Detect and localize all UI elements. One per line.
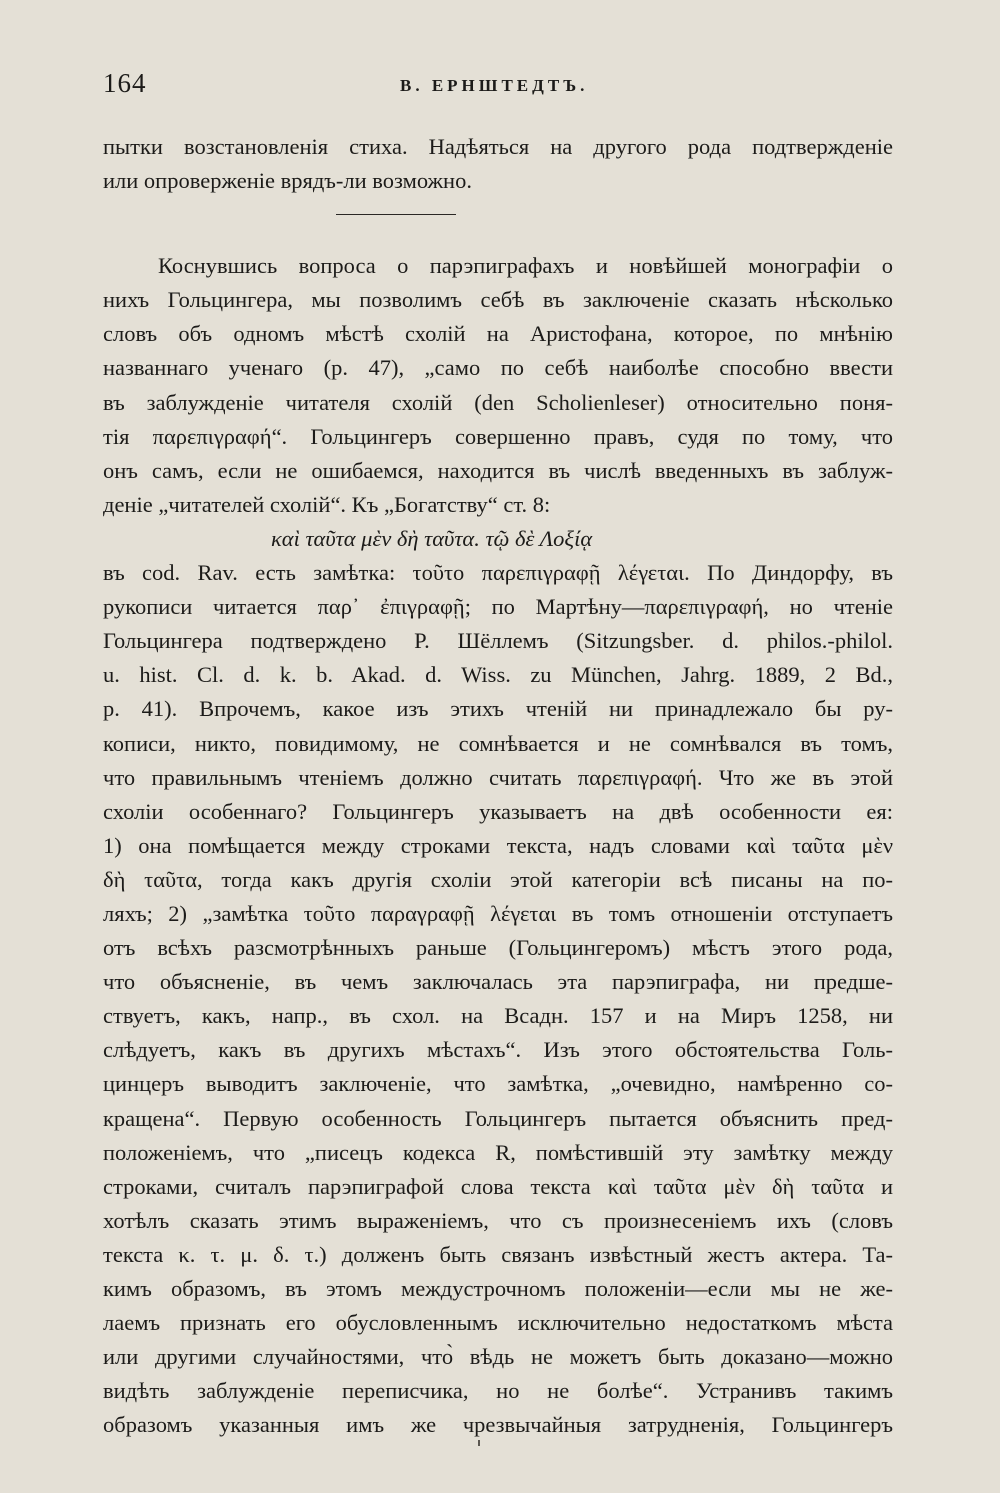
text-line: δὴ ταῦτα, тогда какъ другія схоліи этой категоріи всѣ писаны на по-: [103, 866, 893, 892]
text-line: или опроверженіе врядъ-ли возможно.: [103, 168, 472, 194]
text-line: схоліи особеннаго? Гольцингеръ указываетъ на двѣ особенности ея:: [103, 798, 893, 824]
text-line: словъ объ одномъ мѣстѣ схолій на Аристофана, которое, по мнѣнію: [103, 321, 893, 347]
text-line: въ cod. Rav. есть замѣтка: τοῦτο παρεπιγραφῇ λέγεται. По Диндорфу, въ: [103, 560, 893, 586]
text-line: деніе „читателей схолій“. Къ „Богатству“ ст. 8:: [103, 491, 551, 517]
text-line: кимъ образомъ, въ этомъ междустрочномъ положеніи—если мы не же-: [103, 1276, 893, 1301]
page-header: [103, 68, 893, 108]
paragraph-first-line: Коснувшись вопроса о парэпиграфахъ и новѣйшей монографіи о: [158, 253, 893, 279]
text-line: слѣдуетъ, какъ въ другихъ мѣстахъ“. Изъ этого обстоятельства Голь-: [103, 1037, 893, 1063]
running-head: В. ЕРНШТЕДТЪ.: [400, 76, 589, 95]
text-line: пытки возстановленія стиха. Надѣяться на другого рода подтвержденіе: [103, 134, 893, 159]
text-line: отъ всѣхъ разсмотрѣнныхъ раньше (Гольцингеромъ) мѣстъ этого рода,: [103, 935, 893, 961]
text-line: что правильнымъ чтеніемъ должно считать παρεπιγραφή. Что же въ этой: [103, 764, 893, 790]
text-line: 1) она помѣщается между строками текста, надъ словами καὶ ταῦτα μὲν: [103, 832, 893, 858]
text-line: положеніемъ, что „писецъ кодекса R, помѣстившій эту замѣтку между: [103, 1139, 893, 1165]
text-line: названнаго ученаго (p. 47), „само по себѣ наиболѣе способно ввести: [103, 355, 893, 381]
text-line: цинцеръ выводитъ заключеніе, что замѣтка, „очевидно, намѣренно со-: [103, 1071, 893, 1097]
text-line: текста κ. τ. μ. δ. τ.) долженъ быть связанъ извѣстный жестъ актера. Та-: [103, 1241, 893, 1267]
greek-verse-quote: καὶ ταῦτα μὲν δὴ ταῦτα. τῷ δὲ Λοξίᾳ: [271, 525, 593, 551]
text-line: видѣть заблужденіе переписчика, но не болѣе“. Устранивъ такимъ: [103, 1378, 893, 1404]
text-line: въ заблужденіе читателя схолій (den Scholienleser) относительно поня-: [103, 389, 893, 415]
text-line: ляхъ; 2) „замѣтка τοῦτο παραγραφῇ λέγεται въ томъ отношеніи отступаетъ: [103, 900, 893, 926]
text-line: Гольцингера подтверждено P. Шёллемъ (Sitzungsber. d. philos.-philol.: [103, 628, 893, 654]
text-line: или другими случайностями, что̀ вѣдь не можетъ быть доказано—можно: [103, 1344, 893, 1370]
text-line: хотѣлъ сказать этимъ выраженіемъ, что съ произнесеніемъ ихъ (словъ: [103, 1207, 893, 1233]
text-line: онъ самъ, если не ошибаемся, находится въ числѣ введенныхъ въ заблуж-: [103, 457, 893, 483]
text-line: p. 41). Впрочемъ, какое изъ этихъ чтеній ни принадлежало бы ру-: [103, 696, 893, 722]
text-line: нихъ Гольцингера, мы позволимъ себѣ въ заключеніе сказать нѣсколько: [103, 287, 893, 313]
text-line: кращена“. Первую особенность Гольцингеръ пытается объяснить пред-: [103, 1105, 893, 1131]
text-line: что объясненіе, въ чемъ заключалась эта парэпиграфа, ни предше-: [103, 969, 893, 995]
text-line: u. hist. Cl. d. k. b. Akad. d. Wiss. zu München, Jahrg. 1889, 2 Bd.,: [103, 662, 893, 688]
text-line: тія παρεπιγραφή“. Гольцингеръ совершенно правъ, судя по тому, что: [103, 423, 893, 449]
text-line: лаемъ признать его обусловленнымъ исключительно недостаткомъ мѣста: [103, 1310, 893, 1336]
page-number: 164: [103, 68, 147, 98]
text-line: строками, считалъ парэпиграфой слова текста καὶ ταῦτα μὲν δὴ ταῦτα и: [103, 1173, 893, 1199]
text-line: кописи, никто, повидимому, не сомнѣвается и не сомнѣвался въ томъ,: [103, 730, 893, 756]
body-text: [103, 130, 893, 1442]
text-line: образомъ указанныя имъ же чрезвычайныя затрудненія, Гольцингеръ: [103, 1412, 893, 1438]
text-line: рукописи читается παρ᾽ ἐπιγραφῇ; по Мартѣну—παρεπιγραφή, но чтеніе: [103, 594, 893, 620]
ink-speck: [478, 1440, 480, 1446]
text-line: ствуетъ, какъ, напр., въ схол. на Всадн. 157 и на Миръ 1258, ни: [103, 1003, 893, 1029]
